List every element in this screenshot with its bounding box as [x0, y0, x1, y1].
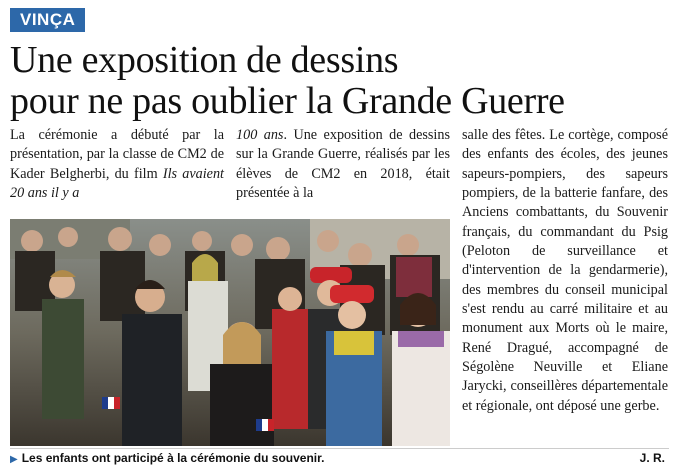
film-title-part-2: 100 ans — [236, 127, 284, 143]
photo-caption-text: Les enfants ont participé à la cérémonie du souvenir. — [21, 451, 325, 465]
article-column-2 — [236, 126, 450, 203]
headline-line-1: Une exposition de dessins — [10, 39, 399, 81]
section-tag: VINÇA — [10, 8, 85, 32]
column-2-paragraph — [236, 126, 450, 203]
photo-illustration — [10, 219, 450, 446]
photo-caption — [10, 451, 324, 465]
column-1-text: La cérémonie a débuté par la présentation, par la classe de CM2 de Kader Belgherbi, du film — [10, 127, 224, 182]
triangle-right-icon: ▶ — [10, 454, 18, 465]
article-column-1 — [10, 126, 224, 203]
column-1-paragraph — [10, 126, 224, 203]
caption-divider — [10, 448, 669, 449]
headline — [10, 40, 670, 122]
column-2-text: . Une exposition de dessins sur la Grande Guerre, réalisés par les élèves de CM2 en 2018, était présentée à la — [236, 127, 450, 201]
author-signature: J. R. — [639, 451, 665, 465]
ceremony-photo — [10, 219, 450, 446]
film-title-part-1: Ils avaient 20 ans il y a — [10, 165, 225, 201]
column-3-paragraph: salle des fêtes. Le cortège, composé des enfants des écoles, des jeunes sapeurs-pompiers, des sapeurs pompiers, de la batterie fanfare, des Anciens combattants, du Souvenir français, du commandant du Psig (Peloton de surveillance et d'intervention de la gendarmerie), des membres du conseil municipal s'est rendu au carré militaire et au monument aux Morts où le maire, René Dragué, accompagné de Ségolène Neuville et Eliane Jarycki, conseillères départementale et régionale, ont déposé une gerbe. — [462, 127, 668, 414]
article-column-3 — [462, 126, 668, 416]
headline-line-2: pour ne pas oublier la Grande Guerre — [10, 80, 565, 122]
